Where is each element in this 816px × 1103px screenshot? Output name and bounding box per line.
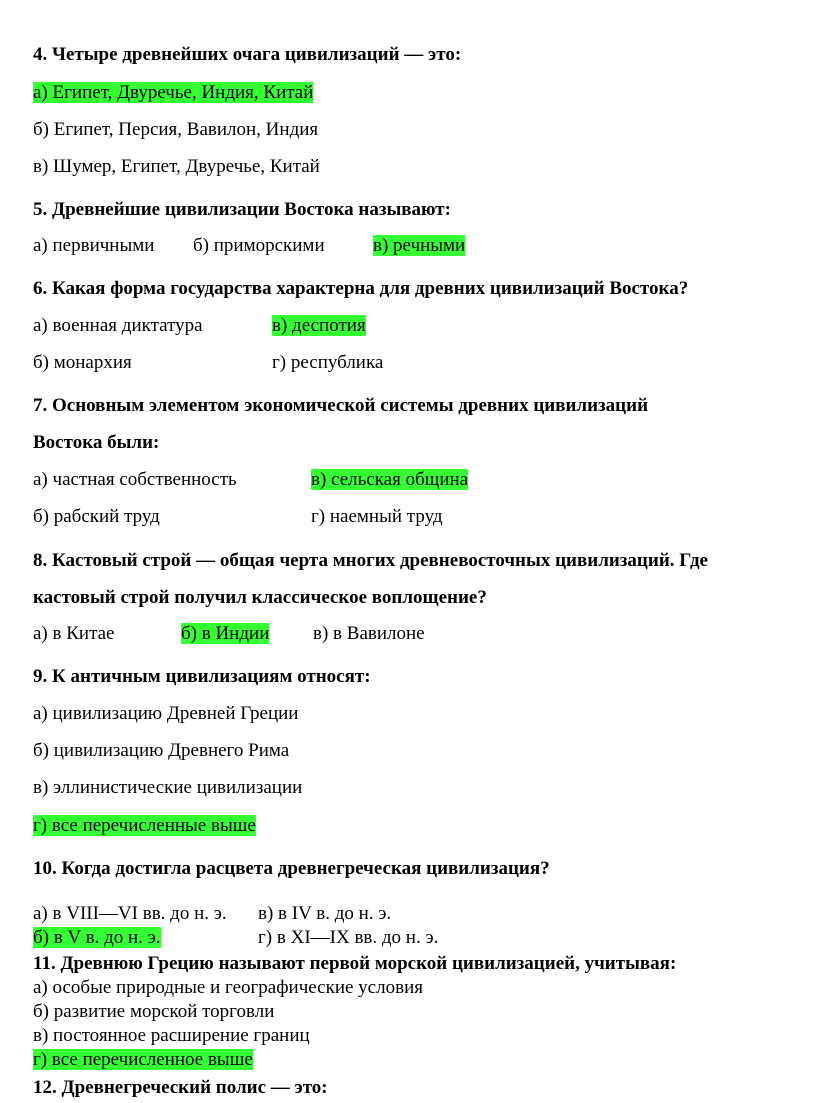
- question-10-title: 10. Когда достигла расцвета древнегреческая цивилизация?: [33, 858, 550, 879]
- question-7-answer-b: б) рабский труд: [33, 506, 160, 527]
- correct-answer-highlight: б) в V в. до н. э.: [33, 927, 161, 948]
- question-9-title: 9. К античным цивилизациям относят:: [33, 666, 371, 687]
- correct-answer-highlight: а) Египет, Двуречье, Индия, Китай: [33, 82, 314, 103]
- correct-answer-highlight: б) в Индии: [181, 623, 270, 644]
- question-9-answer-a: а) цивилизацию Древней Греции: [33, 703, 299, 724]
- question-7-answer-c: [311, 469, 468, 491]
- question-11-answer-b: б) развитие морской торговли: [33, 1001, 275, 1022]
- question-8-title-line2: кастовый строй получил классическое воплощение?: [33, 587, 487, 608]
- question-11-answer-c: в) постоянное расширение границ: [33, 1025, 310, 1046]
- question-7-title-line2: Востока были:: [33, 432, 160, 453]
- correct-answer-highlight: в) сельская община: [311, 469, 469, 490]
- correct-answer-highlight: г) все перечисленные выше: [33, 815, 256, 836]
- question-10-answer-b: [33, 927, 161, 949]
- question-7-answer-d: г) наемный труд: [311, 506, 443, 527]
- question-7-answer-a: а) частная собственность: [33, 469, 237, 490]
- question-8-title-line1: 8. Кастовый строй — общая черта многих древневосточных цивилизаций. Где: [33, 550, 708, 571]
- question-11-title: 11. Древнюю Грецию называют первой морской цивилизацией, учитывая:: [33, 953, 677, 974]
- question-5-answer-c: [373, 235, 465, 257]
- question-6-answer-d: г) республика: [272, 352, 384, 373]
- question-6-title: 6. Какая форма государства характерна для древних цивилизаций Востока?: [33, 278, 689, 299]
- question-6-answer-b: б) монархия: [33, 352, 132, 373]
- question-8-answer-b: [181, 623, 269, 645]
- question-7-title-line1: 7. Основным элементом экономической системы древних цивилизаций: [33, 395, 649, 416]
- question-6-answer-c: [272, 315, 366, 337]
- question-9-answer-d: [33, 815, 256, 837]
- correct-answer-highlight: в) деспотия: [272, 315, 366, 336]
- question-9-answer-c: в) эллинистические цивилизации: [33, 777, 303, 798]
- question-4-answer-c: в) Шумер, Египет, Двуречье, Китай: [33, 156, 320, 177]
- question-9-answer-b: б) цивилизацию Древнего Рима: [33, 740, 290, 761]
- question-4-answer-b: б) Египет, Персия, Вавилон, Индия: [33, 119, 319, 140]
- question-5-title: 5. Древнейшие цивилизации Востока называют:: [33, 199, 451, 220]
- question-4-title: 4. Четыре древнейших очага цивилизаций — это:: [33, 44, 462, 65]
- correct-answer-highlight: г) все перечисленное выше: [33, 1049, 253, 1070]
- question-4-answer-a: [33, 82, 313, 104]
- question-8-answer-a: а) в Китае: [33, 623, 115, 644]
- question-5-answer-b: б) приморскими: [193, 235, 325, 256]
- question-6-answer-a: а) военная диктатура: [33, 315, 203, 336]
- question-8-answer-c: в) в Вавилоне: [313, 623, 425, 644]
- question-11-answer-d: [33, 1049, 253, 1071]
- question-5-answer-a: а) первичными: [33, 235, 155, 256]
- question-10-answer-a: а) в VIII—VI вв. до н. э.: [33, 903, 227, 924]
- question-11-answer-a: а) особые природные и географические условия: [33, 977, 423, 998]
- question-10-answer-c: в) в IV в. до н. э.: [258, 903, 392, 924]
- question-12-title: 12. Древнегреческий полис — это:: [33, 1077, 328, 1098]
- correct-answer-highlight: в) речными: [373, 235, 466, 256]
- question-10-answer-d: г) в XI—IX вв. до н. э.: [258, 927, 439, 948]
